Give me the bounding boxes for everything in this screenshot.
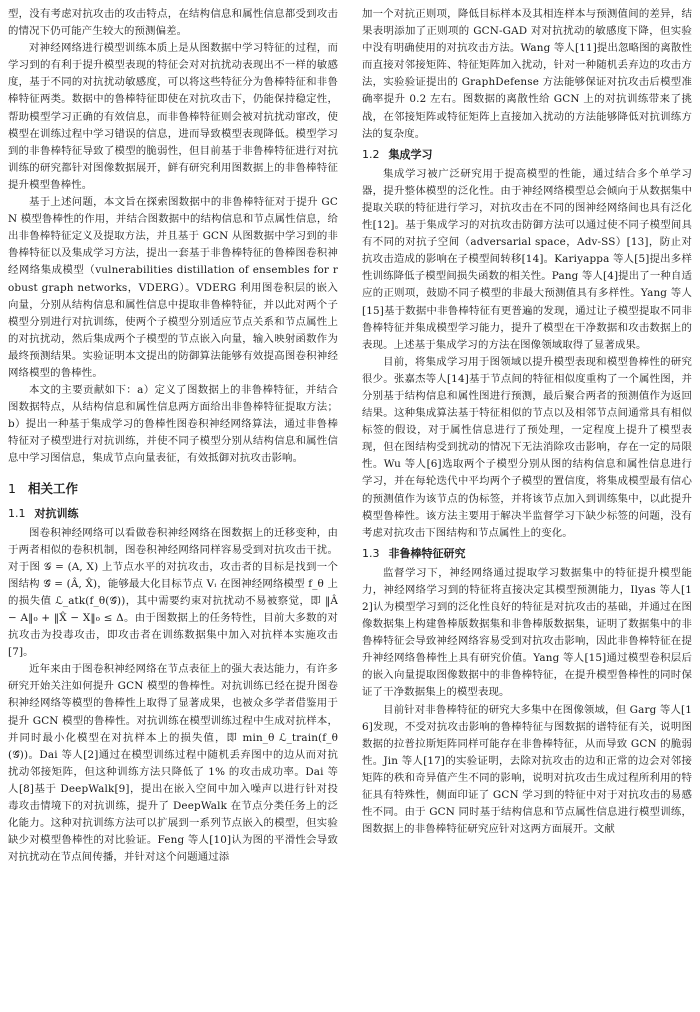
- subsection-number: 1.2: [362, 147, 380, 161]
- section-number: 1: [8, 480, 16, 496]
- subsection-number: 1.3: [362, 546, 380, 560]
- section-heading-related-work: [8, 481, 338, 497]
- paragraph-continued: 型，没有考虑对抗攻击的攻击特点，在结构信息和属性信息都受到攻击的情况下仍可能产生较大的预测偏差。: [8, 8, 338, 38]
- subsection-number: 1.1: [8, 506, 26, 520]
- subsection-heading-non-robust-features: [362, 546, 692, 562]
- subsection-title: 非鲁棒特征研究: [388, 546, 466, 560]
- subsection-heading-ensemble-learning: [362, 147, 692, 163]
- section-title: 相关工作: [27, 480, 78, 496]
- paragraph-non-robust-study: 监督学习下，神经网络通过提取学习数据集中的特征提升模型能力，神经网络学习到的特征将直接决定其模型预测能力，Ilyas 等人[12]认为模型学习到的泛化性良好的特征是对抗攻击的基础，并通过在图像数据集上构建鲁棒版数据集和非鲁棒版数据集，证明了数据集中的非鲁棒特征会导致神经网络容易受到对抗攻击影响，因此非鲁棒特征在提升神经网络鲁棒性上具有研究价值。Yang 等人[15]通过模型卷积层后的嵌入向量提取图像数据中的非鲁棒特征，在提升模型鲁棒性的同时保证了干净数据集上的模型表现。: [362, 566, 692, 699]
- paragraph-gcn-attacks: 图卷积神经网络可以看做卷积神经网络在图数据上的迁移变种，由于两者相似的卷积机制，图卷积神经网络同样容易受到对抗攻击干扰。对于图 𝒢 = (A, X) 上节点水平的对抗攻击，攻击者的目标是找到一个图结构 𝒢̂ = (Â, X̂)，能够最大化目标节点 Vᵢ 在图神经网络模型 f_θ 上的损失值 ℒ_atk(f_θ(𝒢̂))，其中需要约束对抗扰动不易被察觉，即 ‖Â − A‖₀ + ‖X̂ − X‖₀ ≤ Δ。由于图数据上的任务特性，目前大多数的对抗攻击为投毒攻击，即攻击者在训练数据集中加入对抗样本实施攻击[7]。: [8, 526, 338, 659]
- paragraph-adversarial-training-methods: 近年来由于图卷积神经网络在节点表征上的强大表达能力，有许多研究开始关注如何提升 GCN 模型的鲁棒性。对抗训练已经在提升图卷积神经网络等模型的鲁棒性上取得了显著成果，也被众多学者借鉴用于提升 GCN 模型的鲁棒性。对抗训练在模型训练过程中生成对抗样本，并同时最小化模型在对抗样本上的损失值，即 min_θ ℒ_train(f_θ(𝒢̂))。Dai 等人[2]通过在模型训练过程中随机丢弃图中的边从而对抗扰动邻接矩阵，但这种训练方法只降低了 1% 的攻击成功率。Dai 等人[8]基于 DeepWalk[9]，提出在嵌入空间中加入噪声以进行针对投毒攻击情境下的对抗训练，提升了 DeepWalk 在节点分类任务上的泛化能力。这种对抗训练方法可以扩展到一系列节点嵌入的模型，但实验缺少对模型鲁棒性的对比验证。Feng 等人[10]认为图的平滑性会导致对抗扰动在节点间传播，并针对这个问题通过添: [8, 663, 338, 864]
- paragraph-non-robust-graph: 目前针对非鲁棒特征的研究大多集中在图像领域，但 Garg 等人[16]发现，不受对抗攻击影响的鲁棒特征与图数据的谱特征有关，说明图数据的拉普拉斯矩阵同样可能存在非鲁棒特征，从而导致 GCN 的脆弱性。Jin 等人[17]的实验证明，去除对抗攻击的边和正常的边会对邻接矩阵的秩和奇异值产生不同的影响，说明对抗攻击生成过程所利用的特征具有特殊性，侧面印证了 GCN 学习到的特征中对于对抗攻击的易感性不同。由于 GCN 同时基于结构信息和节点属性信息进行模型训练，图数据上的非鲁棒特征研究应针对这两方面展开。文献: [362, 703, 692, 836]
- paragraph-continued-right: 加一个对抗正则项，降低目标样本及其相连样本与预测值间的差异，结果表明添加了正则项的 GCN-GAD 对对抗扰动的敏感度下降，但实验中没有明确使用的对抗攻击方法。Wang 等人[11]提出忽略图的离散性而直接对邻接矩阵、特征矩阵加入扰动，针对一种随机丢弃边的攻击方法，实验验证提出的 GraphDefense 方法能够保证对抗攻击后模型准确率提升 0.2 左右。图数据的离散性给 GCN 上的对抗训练带来了挑战，在邻接矩阵或特征矩阵上直接加入扰动的方法能够降低对抗训练方法的复杂度。: [362, 8, 692, 140]
- subsection-title: 集成学习: [388, 147, 433, 161]
- paragraph-ensemble-graph: 目前，将集成学习用于图领域以提升模型表现和模型鲁棒性的研究很少。张嘉杰等人[14]基于节点间的特征相似度重构了一个属性图，并分别基于结构信息和属性图进行预测，最后聚合两者的预测值作为返回结果。这种集成算法基于特征相似的节点以及相邻节点间通常具有相似标签的假设，对于属性信息进行了预处理，一定程度上提升了模型表现，但在图结构受到扰动的情况下无法消除攻击影响，存在一定的局限性。Wu 等人[6]选取两个子模型分别从图的结构信息和属性信息进行学习，并在每轮迭代中平均两个子模型的置信度，将集成模型最有信心的预测值作为该节点的伪标签，并将该节点加入到训练集中，以此提升模型鲁棒性。该方法主要用于解决半监督学习下缺少标签的问题，没有考虑对抗攻击下图结构和节点属性上的变化。: [362, 355, 692, 539]
- paragraph-proposed-method: 基于上述问题，本文旨在探索图数据中的非鲁棒特征对于提升 GCN 模型鲁棒性的作用，并结合图数据中的结构信息和节点属性信息，给出非鲁棒特征定义及提取方法，并且基于 GCN 从图数据中学习到的非鲁棒特征以及集成学习方法，提出一套基于非鲁棒特征的鲁棒图卷积神经网络集成模型（vulnerabilities distillation of ensembles for robust graph networks，VDERG）。VDERG 利用图卷积层的嵌入向量，分别从结构信息和属性信息中提取非鲁棒特征，并以此对两个子模型分别进行对抗训练，使两个子模型分别适应节点关系和节点属性上的对抗扰动，然后集成两个子模型的节点嵌入向量，输入映射函数作为最终预测结果。实验证明本文提出的防御算法能够有效提高图卷积神经网络模型的鲁棒性。: [8, 196, 338, 379]
- paragraph-robust-features: 对神经网络进行模型训练本质上是从图数据中学习特征的过程，而学习到的有利于提升模型表现的特征会对对抗扰动表现出不一样的敏感度，基于不同的对抗扰动敏感度，可以将这些特征分为鲁棒特征和非鲁棒特征两类。数据中的鲁棒特征即使在对抗攻击下，仍能保持稳定性，帮助模型学习正确的有效信息，而非鲁棒特征则会被对抗扰动窜改，使模型在训练过程中学习错误的信息，进而导致模型表现降低。模型学习到的非鲁棒特征导致了模型的脆弱性，但目前基于非鲁棒特征进行对抗训练的研究都针对图像数据展开，鲜有研究利用图数据上的非鲁棒特征提升模型鲁棒性。: [8, 42, 338, 191]
- subsection-heading-adversarial-training: [8, 506, 338, 522]
- subsection-title: 对抗训练: [34, 506, 79, 520]
- left-column: [8, 6, 338, 866]
- right-column: [362, 6, 692, 838]
- paragraph-contributions: 本文的主要贡献如下：a）定义了图数据上的非鲁棒特征，并结合图数据特点，从结构信息和属性信息两方面给出非鲁棒特征提取方法；b）提出一种基于集成学习的鲁棒性图卷积神经网络算法，通过非鲁棒特征对子模型进行对抗训练，并使不同子模型分别从结构信息和属性信息中学习图信息，集成节点向量表征，有效抵御对抗攻击影响。: [8, 384, 338, 465]
- paragraph-ensemble-defense: 集成学习被广泛研究用于提高模型的性能，通过结合多个单学习器，提升整体模型的泛化性。由于神经网络模型总会倾向于从数据集中提取关联的特征进行学习，对抗攻击在不同的图神经网络间也具有泛化性[12]。基于集成学习的对抗攻击防御方法可以通过使不同子模型间具有不同的对抗子空间（adversarial space，Adv-SS）[13]，防止对抗攻击造成的影响在子模型间转移[14]。Kariyappa 等人[5]提出多样性训练降低子模型间损失函数的相关性。Pang 等人[4]提出了一种自适应的正则项，鼓励不同子模型的非最大预测值具有多样性。Yang 等人[15]基于数据中非鲁棒特征有更普遍的发现，通过让子模型提取不同非鲁棒特征并集成模型学习能力，提升了模型在干净数据和攻击数据上的表现。上述基于集成学习的方法在图像领域取得了显著成果。: [362, 167, 692, 351]
